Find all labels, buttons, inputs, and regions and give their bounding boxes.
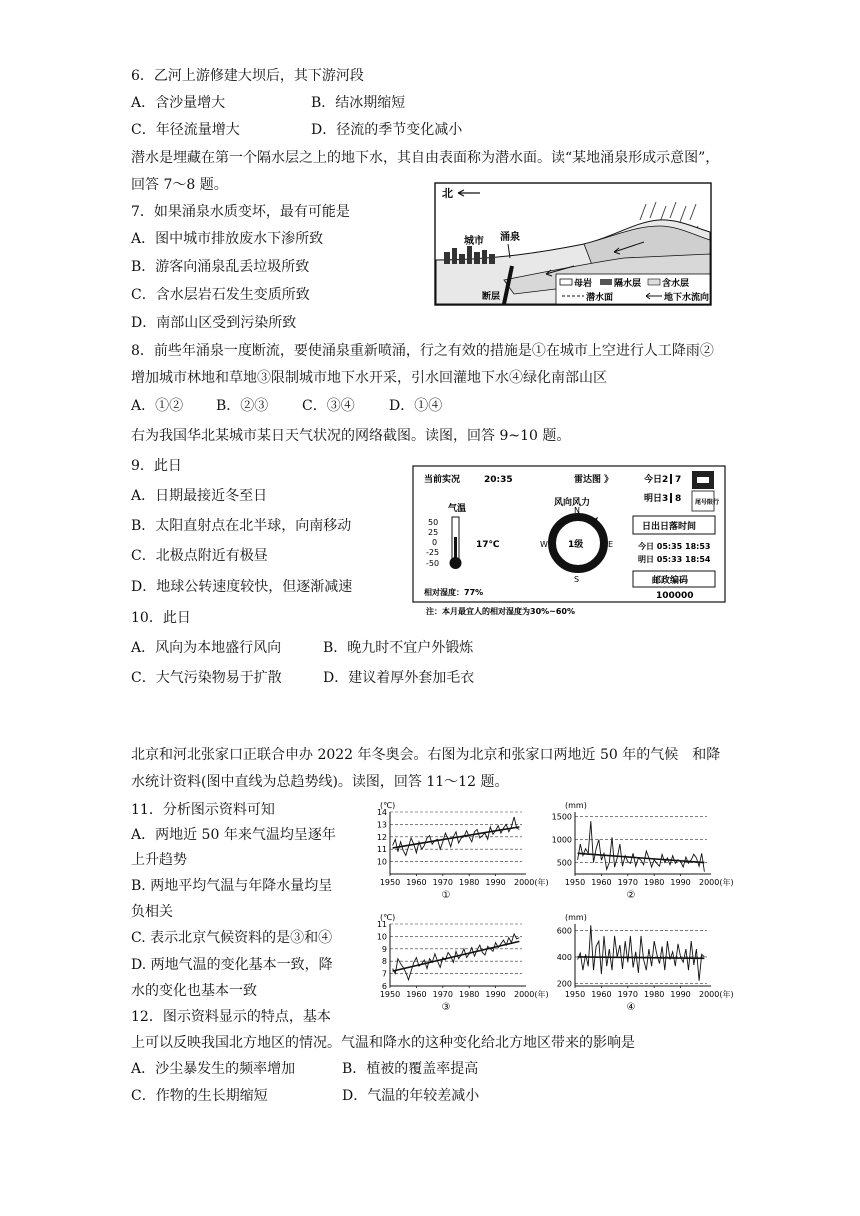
trend-line: [393, 827, 520, 848]
q10-option-c: C．大气污染物易于扩散: [131, 670, 282, 686]
q12-stem-line1: 12．图示资料显示的特点，基本: [131, 1009, 331, 1025]
wind-level: 1级: [568, 540, 584, 550]
current-label: 当前实况: [424, 475, 461, 485]
q9-stem: 9．此日: [131, 458, 182, 474]
x-tick-label: 1990: [485, 990, 506, 999]
radar-link: 雷达图 》: [574, 475, 614, 485]
y-tick-label: 600: [556, 926, 572, 936]
y-tick-label: 14: [376, 808, 387, 817]
x-tick-label: 1970: [617, 878, 638, 887]
intro-11-12-line1: 北京和河北张家口正联合申办 2022 年冬奥会。右图为北京和张家口两地近 50 年的气候 和降: [131, 747, 721, 763]
q9-option-c: C．北极点附近有极昼: [131, 548, 268, 564]
x-tick-label: 1950: [379, 878, 401, 887]
today-sun-times: 今日 05:35 18:53: [638, 542, 711, 551]
intro-11-12-line2: 水统计资料(图中直线为总趋势线)。读图，回答 11～12 题。: [131, 774, 509, 790]
q11-stem: 11．分析图示资料可知: [131, 802, 275, 818]
x-axis-end-label: 2000(年): [699, 878, 734, 887]
x-tick-label: 1960: [406, 990, 427, 999]
x-tick-label: 1960: [591, 990, 612, 999]
q11-option-b-line1: B. 两地平均气温与年降水量均呈: [131, 878, 333, 894]
svg-text:隔水层: 隔水层: [614, 279, 642, 289]
x-axis-end-label: 2000(年): [514, 878, 549, 887]
x-tick-label: 1950: [564, 878, 586, 887]
q7-option-d: D．南部山区受到污染所致: [131, 315, 297, 331]
weather-screenshot-figure: [412, 465, 730, 620]
q8-option-c: C．③④: [302, 398, 355, 414]
q7-option-a: A．图中城市排放废水下渗所致: [131, 231, 324, 247]
q11-option-a-line1: A．两地近 50 年来气温均呈逐年: [131, 827, 336, 843]
city-label: 城市: [464, 236, 484, 247]
y-tick-label: 13: [376, 820, 387, 830]
climate-charts-figure: [360, 798, 734, 1013]
x-tick-label: 1980: [644, 878, 665, 887]
chart-number-label: ③: [441, 1002, 451, 1013]
svg-text:地下水流向: 地下水流向: [664, 293, 710, 303]
q11-option-d-line2: 水的变化也基本一致: [131, 983, 257, 999]
q6-option-b: B．结冰期缩短: [311, 95, 406, 111]
postcode-title: 邮政编码: [652, 576, 689, 586]
fault-label: 断层: [482, 292, 501, 302]
q11-option-c: C. 表示北京气候资料的是③和④: [131, 930, 333, 946]
postcode-value: 100000: [656, 591, 694, 601]
y-tick-label: 11: [376, 845, 387, 855]
svg-text:N: N: [574, 506, 580, 515]
humidity-value: 相对湿度：77%: [424, 588, 484, 597]
svg-text:8: 8: [675, 494, 682, 504]
svg-text:含水层: 含水层: [662, 279, 690, 289]
q6-stem: 6．乙河上游修建大坝后，其下游河段: [131, 68, 364, 84]
x-tick-label: 1970: [432, 878, 453, 887]
y-tick-label: 12: [376, 832, 387, 842]
x-tick-label: 1990: [670, 990, 691, 999]
y-tick-label: 200: [556, 979, 572, 989]
q6-option-d: D．径流的季节变化减小: [311, 122, 463, 138]
q7-stem: 7．如果涌泉水质变坏，最有可能是: [131, 204, 350, 220]
sunrise-sunset-title: 日出日落时间: [642, 522, 697, 532]
series-line: [578, 925, 705, 980]
y-tick-label: 10: [376, 857, 387, 867]
q10-option-d: D．建议着厚外套加毛衣: [323, 670, 475, 686]
plate-limit-label: 尾号限行: [695, 499, 720, 506]
q11-option-b-line2: 负相关: [131, 904, 173, 920]
intro-7-8-line1: 潜水是埋藏在第一个隔水层之上的地下水，其自由表面称为潜水面。读“某地涌泉形成示意图”，: [131, 150, 720, 166]
today-forecast: 今日2: [644, 475, 669, 485]
current-time: 20:35: [484, 475, 513, 485]
intro-9-10: 右为我国华北某城市某日天气状况的网络截图。读图，回答 9~10 题。: [131, 428, 571, 444]
q9-option-b: B．太阳直射点在北半球，向南移动: [131, 518, 352, 534]
svg-text:潜水面: 潜水面: [586, 293, 614, 303]
q7-option-c: C．含水层岩石发生变质所致: [131, 287, 310, 303]
q12-option-b: B．植被的覆盖率提高: [342, 1061, 479, 1077]
q9-option-d: D．地球公转速度较快，但逐渐减速: [131, 579, 353, 595]
x-axis-end-label: 2000(年): [514, 990, 549, 999]
north-label: 北: [442, 187, 453, 200]
svg-text:S: S: [574, 575, 580, 584]
wind-label: 风向风力: [554, 498, 591, 508]
spring-formation-figure: [434, 182, 712, 306]
x-tick-label: 1950: [379, 990, 401, 999]
x-tick-label: 1970: [432, 990, 453, 999]
y-tick-label: 1000: [551, 835, 572, 845]
intro-7-8-line2: 回答 7～8 题。: [131, 177, 228, 193]
svg-text:-50: -50: [426, 559, 440, 568]
svg-text:W: W: [540, 540, 548, 549]
unit-label: (mm): [565, 801, 587, 810]
tomorrow-sun-times: 明日 05:33 18:54: [638, 555, 711, 564]
x-tick-label: 1950: [564, 990, 586, 999]
q12-stem-line2: 上可以反映我国北方地区的情况。气温和降水的这种变化给北方地区带来的影响是: [131, 1035, 635, 1051]
svg-text:25: 25: [428, 528, 439, 537]
q8-option-a: A．①②: [131, 398, 184, 414]
spring-label: 涌泉: [500, 232, 520, 243]
series-line: [578, 821, 705, 872]
y-tick-label: 6: [381, 982, 387, 991]
y-tick-label: 7: [381, 969, 387, 979]
chart-number-label: ④: [626, 1002, 636, 1013]
svg-text:母岩: 母岩: [574, 279, 593, 289]
q12-option-d: D．气温的年较差减小: [342, 1088, 480, 1104]
unit-label: (℃): [380, 801, 396, 810]
x-tick-label: 1970: [617, 990, 638, 999]
q12-option-a: A．沙尘暴发生的频率增加: [131, 1061, 296, 1077]
unit-label: (mm): [565, 913, 587, 922]
x-tick-label: 1980: [459, 990, 480, 999]
x-tick-label: 1990: [485, 878, 506, 887]
svg-text:-25: -25: [426, 548, 440, 557]
x-tick-label: 1990: [670, 878, 691, 887]
y-tick-label: 9: [381, 944, 387, 954]
y-tick-label: 10: [376, 932, 387, 942]
series-line: [393, 817, 520, 855]
humidity-note: 注：本月最宜人的相对湿度为30%~60%: [426, 607, 575, 616]
x-tick-label: 1980: [644, 990, 665, 999]
x-axis-end-label: 2000(年): [699, 990, 734, 999]
q10-option-b: B．晚九时不宜户外锻炼: [323, 640, 474, 656]
svg-text:E: E: [608, 540, 614, 549]
y-tick-label: 8: [381, 957, 387, 967]
x-tick-label: 1960: [591, 878, 612, 887]
svg-text:0: 0: [432, 538, 438, 547]
y-tick-label: 1500: [551, 812, 572, 822]
q7-option-b: B．游客向涌泉乱丢垃圾所致: [131, 259, 310, 275]
q10-stem: 10．此日: [131, 610, 191, 626]
q11-option-a-line2: 上升趋势: [131, 852, 187, 868]
svg-text:7: 7: [675, 475, 682, 485]
svg-text:50: 50: [428, 518, 439, 527]
q12-option-c: C．作物的生长期缩短: [131, 1088, 268, 1104]
q8-option-b: B．②③: [216, 398, 269, 414]
q10-option-a: A．风向为本地盛行风向: [131, 640, 282, 656]
x-tick-label: 1960: [406, 878, 427, 887]
x-tick-label: 1980: [459, 878, 480, 887]
temperature-value: 17℃: [476, 540, 500, 550]
q11-option-d-line1: D. 两地气温的变化基本一致，降: [131, 957, 333, 973]
tomorrow-forecast: 明日3: [644, 494, 669, 504]
q8-stem-line2: 增加城市林地和草地③限制城市地下水开采，引水回灌地下水④绿化南部山区: [131, 370, 607, 386]
temperature-label: 气温: [448, 504, 467, 514]
chart-number-label: ②: [626, 890, 636, 901]
q6-option-c: C．年径流量增大: [131, 122, 240, 138]
unit-label: (℃): [380, 913, 396, 922]
y-tick-label: 11: [376, 920, 387, 929]
y-tick-label: 400: [556, 952, 572, 962]
q6-option-a: A．含沙量增大: [131, 95, 226, 111]
q8-option-d: D．①④: [389, 398, 443, 414]
q9-option-a: A．日期最接近冬至日: [131, 488, 268, 504]
q8-stem-line1: 8．前些年涌泉一度断流，要使涌泉重新喷涌，行之有效的措施是①在城市上空进行人工降雨②: [131, 343, 714, 359]
trend-line: [393, 941, 520, 971]
chart-number-label: ①: [441, 890, 451, 901]
y-tick-label: 500: [556, 858, 572, 868]
